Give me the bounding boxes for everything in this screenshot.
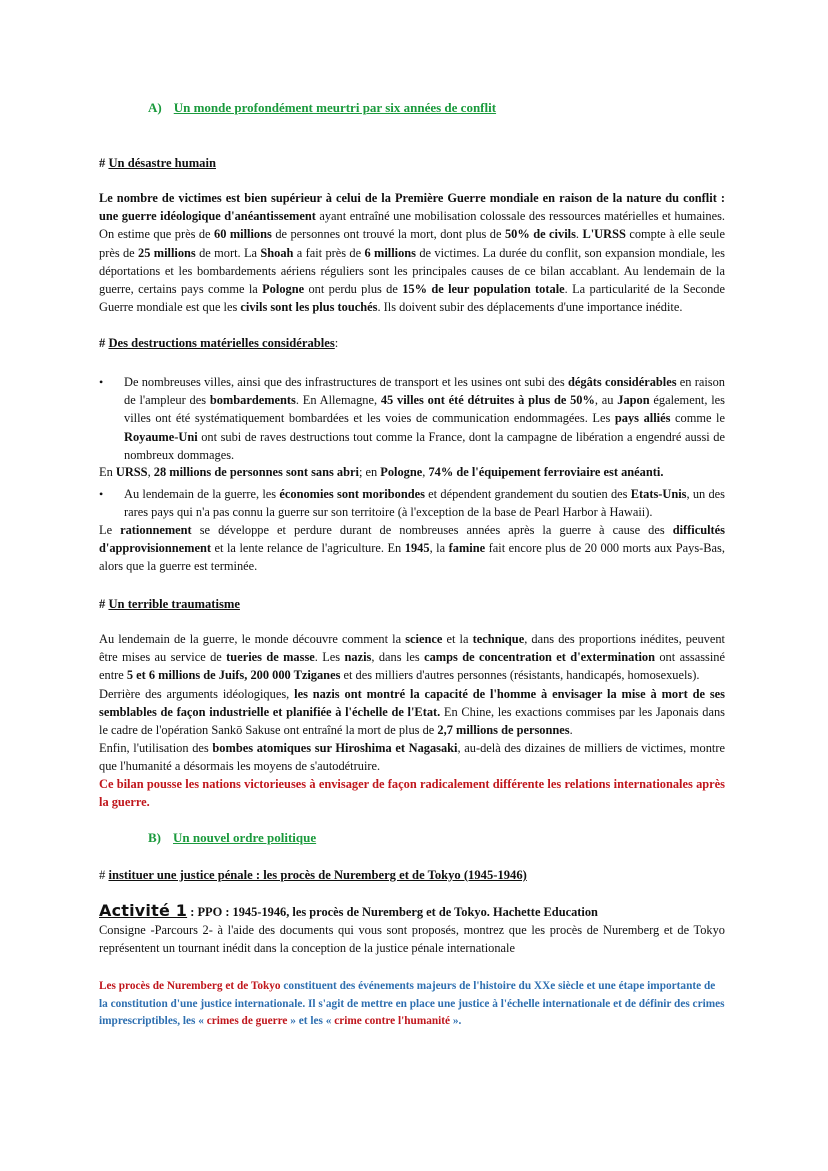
text: Le [99, 523, 121, 537]
paragraph-arguments-ideologiques [99, 685, 725, 740]
text-bold: Etats-Unis [630, 487, 687, 501]
text: compte à elle seule près de [99, 227, 725, 260]
text: . Les [314, 650, 345, 665]
text: ont assassiné entre [99, 650, 726, 683]
activity-title-rest: : PPO : 1945-1946, les procès de Nuremberg et de Tokyo. Hachette Education [187, 905, 598, 919]
text: fait encore plus de 20 000 morts aux Pays-Bas, alors que la guerre est terminée. [99, 541, 725, 574]
bullet-text [124, 373, 725, 464]
section-a-letter: A) [148, 100, 162, 115]
text: Derrière des arguments idéologiques, [99, 687, 295, 701]
text-bold: camps de concentration et d'extermination [424, 650, 655, 665]
text: , la [429, 541, 449, 556]
text-bold: économies sont moribondes [279, 487, 425, 501]
activity-title-line [99, 902, 725, 921]
text: . [575, 227, 583, 242]
text: . [569, 723, 573, 738]
text-bold: 60 millions [214, 227, 272, 242]
text-bold: 2,7 millions de personnes [437, 723, 570, 738]
heading-title: Un terrible traumatisme [108, 597, 240, 611]
text-bold: 15% de leur population totale [402, 282, 565, 297]
paragraph-science-technique [99, 630, 725, 685]
text-bold: 25 millions [138, 245, 196, 260]
text-bold: famine [448, 541, 486, 556]
text-bold: science [405, 632, 443, 646]
text: Enfin, l'utilisation des [99, 741, 213, 755]
text-bold: bombes atomiques sur Hiroshima et Nagasaki [212, 741, 458, 755]
text-blue: » et les « [287, 1015, 335, 1028]
text: , dans les [371, 650, 425, 665]
heading-hash: # [99, 336, 109, 350]
text: , [147, 465, 154, 479]
text-bold: 1945 [404, 541, 430, 556]
text: de victimes. La durée du conflit, son expansion mondiale, les déportations et les bombardements aériens réguliers sont les principales causes de ce bilan accablant. Au lendemain de la guerre, certains pays comme la [99, 245, 725, 297]
text-blue: constituent des événements majeurs de l'histoire du XXe siècle et une étape importante de la constitution d'une justice internationale. Il s'agit de mettre en place une justice à l'échelle internationale et de définir des crimes imprescriptibles, les « [99, 980, 725, 1028]
bullet-icon: • [99, 375, 104, 389]
text: de personnes ont trouvé la mort, dont plus de [271, 227, 505, 242]
text-bold: URSS [115, 465, 148, 479]
activity-consigne: Consigne -Parcours 2- à l'aide des documents qui vous sont proposés, montrez que les procès de Nuremberg et de Tokyo représentent un tournant inédit dans la conception de la justice pénale internationale [99, 923, 725, 956]
text: , [422, 465, 429, 479]
text-bold: civils sont les plus touchés [240, 300, 378, 315]
text: . Ils doivent subir des déplacements d'une importance inédite. [377, 300, 683, 315]
text-red: crimes de guerre [206, 1015, 288, 1028]
text-bold: 6 millions [364, 245, 417, 260]
text: Au lendemain de la guerre, le monde découvre comment la [99, 632, 406, 646]
text: . En Allemagne, [295, 393, 381, 408]
text-red: Les procès de Nuremberg et de Tokyo [99, 980, 281, 992]
bullet-text [124, 485, 725, 521]
section-b-title: Un nouvel ordre politique [173, 830, 317, 845]
bullet-icon: • [99, 487, 104, 501]
paragraph-rationnement [99, 521, 725, 576]
text: , au [594, 393, 618, 408]
heading-colon: : [334, 336, 339, 350]
text-bold: tueries de masse [226, 650, 315, 665]
bullet-item-destructions [99, 373, 725, 464]
text-blue: ». [450, 1015, 462, 1028]
heading-title: Un désastre humain [108, 156, 216, 170]
text-bold: rationnement [120, 523, 192, 537]
heading-title: Des destructions matérielles considérables [108, 336, 335, 350]
heading-destructions [99, 334, 338, 352]
text-bold: Le nombre de victimes est bien supérieur à celui de la Première Guerre mondiale en raison de la nature du conflit : une guerre idéologique d'anéantissement [99, 191, 725, 224]
text: ont perdu plus de [304, 282, 403, 297]
text: se développe et perdure durant de nombreuses années après la guerre à cause des [191, 523, 673, 537]
text-bold: technique [472, 632, 525, 646]
paragraph-urss-pologne [99, 463, 725, 481]
conclusion-paragraph [99, 978, 725, 1031]
heading-desastre-humain [99, 154, 216, 172]
text: et la lente relance de l'agriculture. En [211, 541, 405, 556]
text-bold: Royaume-Uni [124, 429, 198, 444]
text: . La particularité de la Seconde Guerre mondiale est que les [99, 282, 725, 315]
text: , dans des proportions inédites, peuvent être mises au service de [99, 632, 726, 665]
section-b-letter: B) [148, 830, 161, 845]
heading-hash: # [99, 868, 109, 882]
text: et des milliers d'autres personnes (résistants, handicapés, homosexuels). [340, 668, 700, 683]
text: En [99, 465, 116, 479]
text-bold: les nazis ont montré la capacité de l'homme à envisager la mise à mort de ses semblables de façon industrielle et planifiée à l'échelle de l'Etat. [99, 687, 726, 720]
bullet-item-economies [99, 485, 725, 521]
text-bold: bombardements [209, 393, 296, 408]
heading-title: instituer une justice pénale : les procès de Nuremberg et de Tokyo (1945-1946) [108, 868, 527, 882]
text-bold: L'URSS [582, 227, 626, 242]
text-bold: Shoah [260, 245, 294, 260]
text-bold: pays alliés [614, 411, 671, 426]
text: , au-delà des dizaines de milliers de victimes, montre que l'humanité a désormais les moyens de s'autodétruire. [99, 741, 725, 774]
text-bold: nazis [344, 650, 372, 665]
text-bold: Japon [617, 393, 650, 408]
section-a-heading [148, 99, 496, 117]
text: En Chine, les exactions commises par les Japonais dans le cadre de l'opération Sankō Sakuse ont entraîné la mort de plus de [99, 705, 725, 738]
text: et la [442, 632, 473, 646]
text-red: crime contre l'humanité [334, 1015, 451, 1028]
paragraph-victimes [99, 189, 725, 316]
heading-traumatisme [99, 595, 240, 613]
text: comme le [670, 411, 725, 426]
heading-justice-penale [99, 866, 527, 884]
text: de mort. La [195, 245, 261, 260]
text: ayant entraîné une mobilisation colossale des ressources matérielles et humaines. On estime que près de [99, 209, 726, 242]
text: , un des rares pays qui n'a pas connu la guerre sur son territoire (à l'exception de la base de Pearl Harbor à Hawaii). [124, 487, 726, 520]
heading-hash: # [99, 597, 109, 611]
text: Au lendemain de la guerre, les [124, 487, 280, 501]
text: également, les villes ont été systématiquement bombardées et les voies de communication endommagées. Les [124, 393, 725, 426]
text-bold: 28 millions de personnes sont sans abri [153, 465, 359, 479]
text: ont subi de raves destructions tout comme la France, dont la campagne de libération a engendré aussi de nombreux dommages. [124, 429, 725, 462]
section-a-title: Un monde profondément meurtri par six années de conflit [173, 100, 497, 115]
text-bold: 45 villes ont été détruites à plus de 50% [380, 393, 595, 408]
text: a fait près de [293, 245, 365, 260]
paragraph-bombes-atomiques [99, 739, 725, 775]
activity-label: Activité 1 [99, 901, 188, 920]
text-bold: 50% de civils [504, 227, 576, 242]
text: et dépendent grandement du soutien des [424, 487, 631, 501]
text-bold: Pologne [380, 465, 423, 479]
paragraph-bilan-red: Ce bilan pousse les nations victorieuses à envisager de façon radicalement différente les relations internationales après la guerre. [99, 777, 725, 810]
text: ; en [358, 465, 381, 479]
text: en raison de l'ampleur des [124, 375, 726, 408]
text-bold: dégâts considérables [567, 375, 677, 389]
section-b-heading [148, 829, 316, 847]
heading-hash: # [99, 156, 109, 170]
text-bold: Pologne [262, 282, 305, 297]
text-bold: 74% de l'équipement ferroviaire est anéanti. [428, 465, 664, 479]
text: De nombreuses villes, ainsi que des infrastructures de transport et les usines ont subi des [124, 375, 568, 389]
activity-block [99, 902, 725, 958]
text-bold: 5 et 6 millions de Juifs, 200 000 Tziganes [126, 668, 341, 683]
text-bold: difficultés d'approvisionnement [99, 523, 725, 556]
